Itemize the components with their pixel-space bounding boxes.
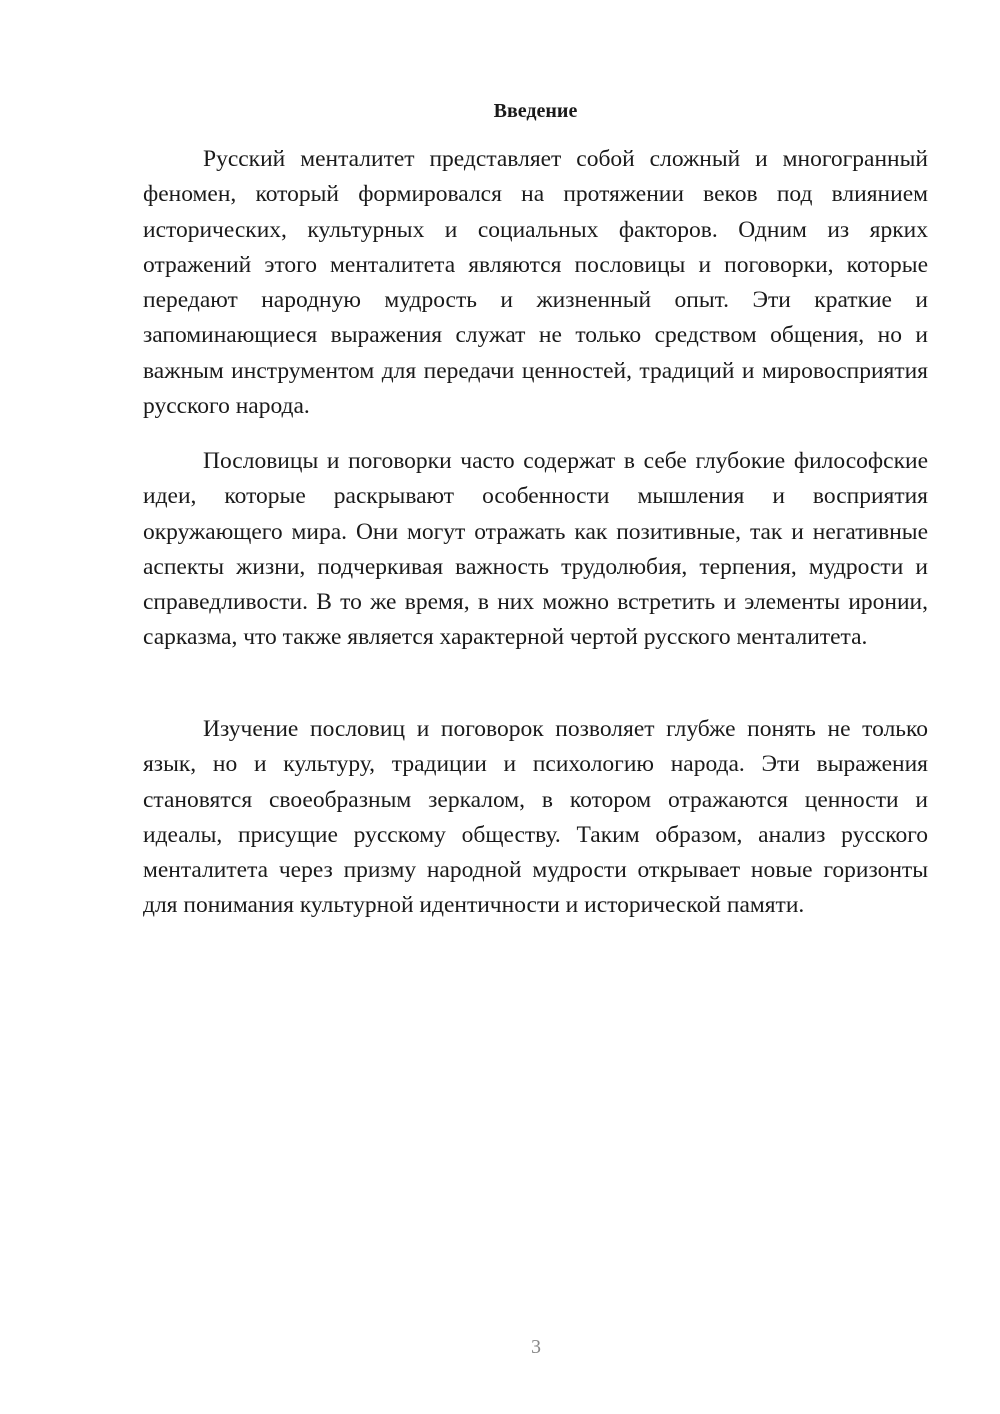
section-title: Введение xyxy=(493,100,578,122)
paragraph: Русский менталитет представляет собой сложный и многогранный феномен, который формировался на протяжении веков под влиянием исторических, культурных и социальных факторов. Одним из ярких отражений этого менталитета являются пословицы и поговорки, которые передают народную мудрость и жизненный опыт. Эти краткие и запоминающиеся выражения служат не только средством общения, но и важным инструментом для передачи ценностей, традиций и мировосприятия русского народа. xyxy=(143,146,928,420)
paragraph: Изучение пословиц и поговорок позволяет глубже понять не только язык, но и культуру, традиции и психологию народа. Эти выражения становятся своеобразным зеркалом, в котором отражаются ценности и идеалы, присущие русскому обществу. Таким образом, анализ русского менталитета через призму народной мудрости открывает новые горизонты для понимания культурной идентичности и исторической памяти. xyxy=(143,716,928,919)
page-number: 3 xyxy=(531,1336,541,1358)
paragraph: Пословицы и поговорки часто содержат в себе глубокие философские идеи, которые раскрывают особенности мышления и восприятия окружающего мира. Они могут отражать как позитивные, так и негативные аспекты жизни, подчеркивая важность трудолюбия, терпения, мудрости и справедливости. В то же время, в них можно встретить и элементы иронии, сарказма, что также является характерной чертой русского менталитета. xyxy=(143,448,928,651)
